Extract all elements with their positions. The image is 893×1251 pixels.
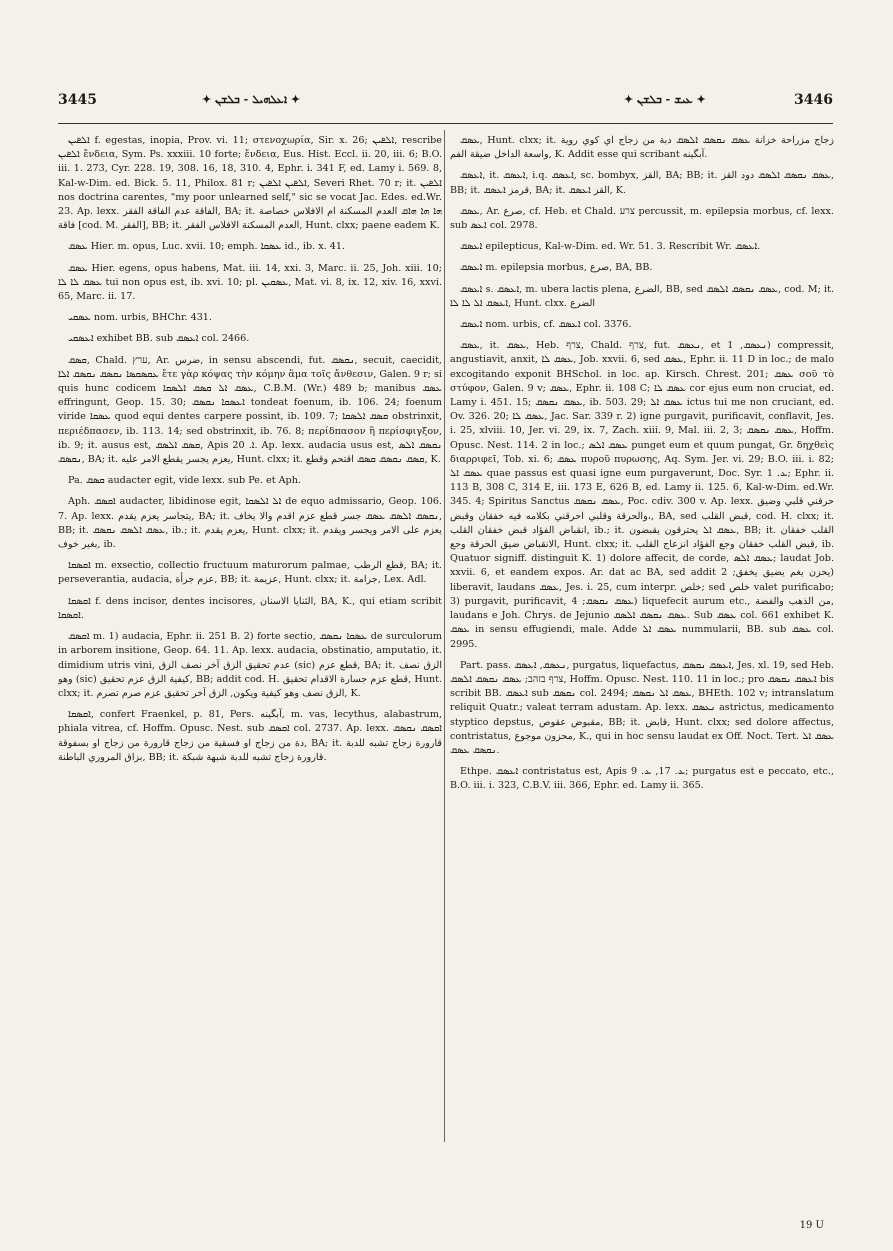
entry: ܐܥܣܩ epilepticus, Kal-w-Dim. ed. Wr. 51. 3. Rescribit Wr. ܐܥܣܩ. [460, 241, 761, 253]
entry: ܥܣܩ Hier. egens, opus habens, Mat. iii. 14, xxi. 3, Marc. ii. 25, Joh. xiii. 10; ܥܣܩ ܠܐ ܠܐ tui non opus est, ib. xvi. 10; pl. ܥܣܩܝܢ, Mat. vi. 8, ix. 12, xiv. 16, xxvi. 65, Marc. ii. 17. [58, 262, 442, 303]
entry: ܥܣܩ, Hunt. clxx; it. زجاج مزراحة خزانة ܥܣܩ ܢܩܣܩ ܐܠܣܩ دبة من زجاج اي كوي روية واسعة الداخل ضيقة الفم, K. Addit esse qui scribant آبگینه. [450, 135, 834, 161]
right-running-head: ✦ ܥܝܫ - ܒܠܫܢ ✦ [624, 93, 706, 106]
left-column [58, 134, 442, 1149]
entry: ܐܥܣܩ s. ܐܥܣܩ, m. ubera lactis plena, الضرع, BB, sed ܥܣܩ ܢܩܣܩ ܐܠܣܩ, cod. M; it. ܐܥܣܩ ܐܠ ܠܐ ܠܐ, Hunt. clxx. الضرع [450, 283, 834, 309]
entry: Pa. ܩܣܩ audacter egit, vide lexx. sub Pe. et Aph. [68, 475, 301, 487]
entry: ܩܣܩ, Chald. ערץ, Ar. ضرس, in sensu abscendi, fut. ܢܩܣܩ, secuit, caecidit, ܥܩܣܩܣܐ ܢܩܣܩ ܢܩܣܩ ܐܠܐ ἔτε γὰρ κόψας τὴν κόμην ἅμα τοῖς ἄνθεσιν, Galen. 9 r; si quis hunc codicem ܥܣܩ ܐܠ ܩܣܩ ܐܠܣܩܐ, C.B.M. (Wr.) 489 b; manibus ܥܣܩ effringunt, Geop. 15. 30; ܐܥܣܩܐ ܢܩܣܩ tondeat foenum, ib. 106. 24; foenum viride ܥܣܩܐ quod equi dentes carpere possint, ib. 109. 7; ܩܣܩ ܐܠܣܩܐ obstrinxit, περιέδπασεν, ib. 113. 14; sed obstrinxit, ib. 76. 8; περίδπασον ἢ περίσφιγξον, ib. 9; it. ausus est, ܩܣܩ ܐܠܣܩ, Apis ܐ. 20. Ap. lexx. audacia usus est, ܢܩܣܩ ܐܠܣ ܢܩܣܩ, BA; it. يعزم يجسر يقطع الامر عليه, Hunt. clxx; it. ܩܣܩ ܢܩܣܩ ܩܣܩ اقتحم وقطع, K. [58, 354, 442, 466]
entry: Aph. ܐܩܣܩ audacter, libidinose egit, ܐܠ ܐܠܣܩܐ de equo admissario, Geop. 106. 7. Ap. lexx. يتجاسر يعزم يقدم, BA; it. ܢܩܣܩ ܐܠܣܩ ܥܣܩ جسر قطع عزم اقدم والا يخاف, BB; it. ܥܣܩ ܐܠܣܩ ܢܩܣܩ, ib.; it. يعزم يقدم, Hunt. clxx; it. يعزم على الامر ويجسر ويقدم بغير خوف, ib. [58, 496, 442, 551]
entry: ܐܩܣܩܐ f. dens incisor, dentes incisores, الثنايا الاسنان, BA, K., qui etiam scribit ܐܩܣܩܐ. [58, 595, 442, 621]
left-page-number: 3445 [58, 92, 97, 108]
entry: ܥܣܩ, it. ܥܣܩ, Heb. צרף, Chald. צרף, fut. ܢܥܣܩ, et ܢܥܣܩ, 1) compressit, angustiavit, anxit, ܥܣܩ ܠܐ, Job. xxvii. 6, sed ܥܣܩ, Ephr. ii. 11 D in loc.; de malo excogitando exponit BHSchol. in loc. ap. Kirsch. Chrest. 201; ܥܣܩ σοῦ τὸ στύφον, Galen. 9 v; ܥܣܩ, Ephr. ii. 108 C; ܥܣܩ ܠܐ cor ejus eum non cruciat, ed. Lamy i. 451. 15; ܥܣܩ ܢܩܣܩ, ib. 503. 29; ܥܣܩ ܐܠ ictus tui me non cruciant, ed. Ov. 326. 20; ܥܣܩ ܠܐ, Jac. Sar. 339 r. 2) igne purgavit, purificavit, conflavit, Jes. i. 25, xlviii. 10, Jer. vi. 29, ix. 7, Zach. xiii. 9, Mal. iii. 2, 3; ܥܣܩ ܢܩܣܩ, Hoffm. Opusc. Nest. 114. 2 in loc.; ܥܣܩ ܐܠܣ punget eum et quum pungat, Gr. δηχθεὶς διαρριφεῖ, Tob. xi. 6; ܥܣܩ πυροῦ πυρωσης, Aq. Sym. Jer. vi. 29; B.O. iii. i. 82; ܥܣܩ ܐܠ quae passus est quasi igne eum purgaverunt, Doc. Syr. ܥ. 1; Ephr. ii. 113 B, 308 C, 314 E, iii. 173 E, 626 B, ed. Lamy ii. 125. 6, Kal-w-Dim. ed.Wr. 345. 4; Spiritus Sanctus ܥܣܩ ܢܩܣܩ, Poc. cdiv. 300 v. Ap. lexx. حرقني قلبي وضيق والحرقة وقلبي احرقني بكلامه فيه خفقان وقبض،, BA, sed قبض القلب, cod. H. clxx; it. انقباض الفؤاد قبض خفقان القلب, ib.; it. ܥܣܩ ܐܠ يحترقون يقبضون, BB; it. القلب خفقان الانقباض ضيق الحرقة وجع, Hunt. clxx; it. قبض القلب خفقان وجع الفؤاد انزعاج القلب, ib. Quatuor signiff. distinguit K. 1) dolore affecit, de corde, ܥܣܩ ܐܠܣ; laudat Job. xxvii. 6, et eandem expos. Ar. dat ac BA, sed addit يحزن يغم يضيق يخفق; 2) liberavit, laudans ܥܣܩ, Jes. i. 25, cum interpr. خلص; sed خلص valet purificabo; 3) purgavit, purificavit, ܥܣܩ ܢܩܣܩ; 4) liquefecit aurum etc., من الذهب والفضة, laudans e Joh. Chrys. de Jejunio ܥܣܩ ܢܩܣܩ ܐܠܣܩ. Sub ܥܣܩ col. 661 exhibet K. ܥܣܩ in sensu effugiendi, male. Adde ܥܣܩ ܐܠ nummularii, BB. sub ܥܣܩ col. 2995. [450, 340, 834, 650]
entry: Ethpe. ܐܥܣܩ contristatus est, Apis ܥ. 17, ܥ. 9; purgatus est e peccato, etc., B.O. iii. i. 323, C.B.V. iii. 366, Ephr. ed. Lamy ii. 365. [450, 766, 834, 792]
entry: ܥܣܩ, Ar. صرع, cf. Heb. et Chald. צרע percussit, m. epilepsia morbus, cf. lexx. sub ܐܥܣ col. 2978. [450, 205, 834, 232]
page-header [58, 92, 833, 116]
right-page-number: 3446 [794, 92, 833, 108]
entry: ܐܥܣܩ nom. urbis, cf. ܐܥܣܩ col. 3376. [460, 319, 632, 331]
entry: ܐܥܣܩ, it. ܐܥܣܩ, i.q. ܐܥܣܩ, sc. bombyx, القز, BA; BB; it. ܥܣܩ ܢܩܣܩ ܐܠܣܩ دود القز, BB; it. قرمز ܐܥܣܩ, BA; it. القز ܐܥܣܩ, K. [450, 170, 834, 196]
header-rule [58, 123, 833, 124]
signature-mark: 19 U [799, 1220, 824, 1231]
entry: ܐܩܣܩܐ, confert Fraenkel, p. 81, Pers. آبگینه, m. vas, lecythus, alabastrum, phiala vitrea, cf. Hoffm. Opusc. Nest. sub ܐܩܣܩ col. 2737. Ap. lexx. ܐܩܣܩ ܢܩܣܩ دة من زجاج او فسقية من زجاج قارورة من زجاج او بسفوقة, BA; it. قارورة زجاج تشبه للدبة بزاق المروري الباطنة, BB; it. قارورة زجاج تشبه للدبة شبهة شبكة. [58, 709, 442, 763]
entry: ܐܥܣܩ m. epilepsia morbus, صرع, BA, BB. [460, 262, 653, 274]
entry: ܐܥܣܩܝ exhibet BB. sub ܐܥܣܩ col. 2466. [68, 333, 250, 345]
entry: ܐܩܣܩܐ m. exsectio, collectio fructuum maturorum palmae, قطع الرطب, BA; it. perseverantia, audacia, عزم جرأة, BB; it. عزيمة, Hunt. clxx; it. جرامة, Lex. Adl. [58, 560, 442, 586]
left-running-head: ✦ ܐܥܠܗܝܠ - ܒܠܫܢ ✦ [202, 93, 301, 106]
entry: ܐܩܣܩ m. 1) audacia, Ephr. ii. 251 B. 2) forte sectio, ܥܣܩܐ ܢܩܣܩ de surculorum in arborem insitione, Geop. 64. 11. Ap. lexx. audacia, obstinatio, amputatio, it. dimidium utris vini, عدم تحقيق الزق آخر نصف الزق (sic) قطع عزم, BA; it. الزق نصف وهو (sic) كيفية الزق عزم تحقيق, BB; addit cod. H. قطع عزم جسارة الاقدام تحقيق, Hunt. clxx; it. الزق نصف وهو كيفية ويكون, الزق آخر تحقيق عزم صرم تصرم, K. [58, 631, 442, 699]
column-divider [444, 130, 445, 1142]
entry: ܥܣܩ Hier. m. opus, Luc. xvii. 10; emph. ܥܣܩܐ id., ib. x. 41. [68, 241, 345, 253]
entry: Part. pass. ܢܥܣܩ, ܐܥܣܩ, purgatus, liquefactus, ܐܥܣܩ ܢܩܣܩ, Jes. xl. 19, sed Heb. צרף בזהב; ܥܣܩ ܢܩܣܩ ܐܠܣܩ, Hoffm. Opusc. Nest. 110. 11 in loc.; pro ܐܥܣܩ ܢܩܣܩ bis scribit BB. ܐܥܣܩ sub ܢܩܣܩ col. 2494; ܥܣܩ ܐܠ ܢܩܣܩ, BHEth. 102 v; intranslatum reliquit Quatr.; valeat terram adustam. Ap. lexx. ܢܥܣܩ astrictus, medicamento styptico depstus, مقبوض عقوص, BB; it. قابض, Hunt. clxx; sed dolore affectus, contristatus, محزون موجوع, K., qui in hoc sensu laudat ex Off. Noct. Tert. ܥܣܩ ܐܠ ܢܩܣܩ ܥܣܩ. [450, 659, 834, 756]
right-column [450, 134, 834, 1209]
entry: ܥܣܩܝ nom. urbis, BHChr. 431. [68, 312, 212, 324]
entry: ܐܠܧܝܢ f. egestas, inopia, Prov. vi. 11; στενοχωρία, Sir. x. 26; ܐܠܧܝܢ, rescribe ܐܠܧܝܢ ἔνδεια, Sym. Ps. xxxiii. 10 forte; ἔνδεια, Eus. Hist. Eccl. ii. 20, iii. 6; B.O. iii. 1. 273, Cyr. 228. 19, 308. 16, 18, 310. 4, Ephr. i. 341 F, ed. Lamy i. 569. 8, Kal-w-Dim. ed. Bick. 5. 11, Philox. 81 r; ܐܠܧܝܢ ܐܠܧܝܢ, Severi Rhet. 70 r; it. ܐܠܧܝܢ nos doctrina carentes, "my poor unlearned self," sic se vocat Jac. Edes. ed.Wr. 23. Ap. lexx. الفاقة عدم الفاقة الفقر, BA; it. ܗܐ ܗܐ ܗܐܩ العدم المسكنة ام الافلاس خصاصة فاقة [cod. M. الفقر], BB; it. العدم المسكنة الافلاس الفقر, Hunt. clxx; paene eadem K. [58, 135, 442, 232]
